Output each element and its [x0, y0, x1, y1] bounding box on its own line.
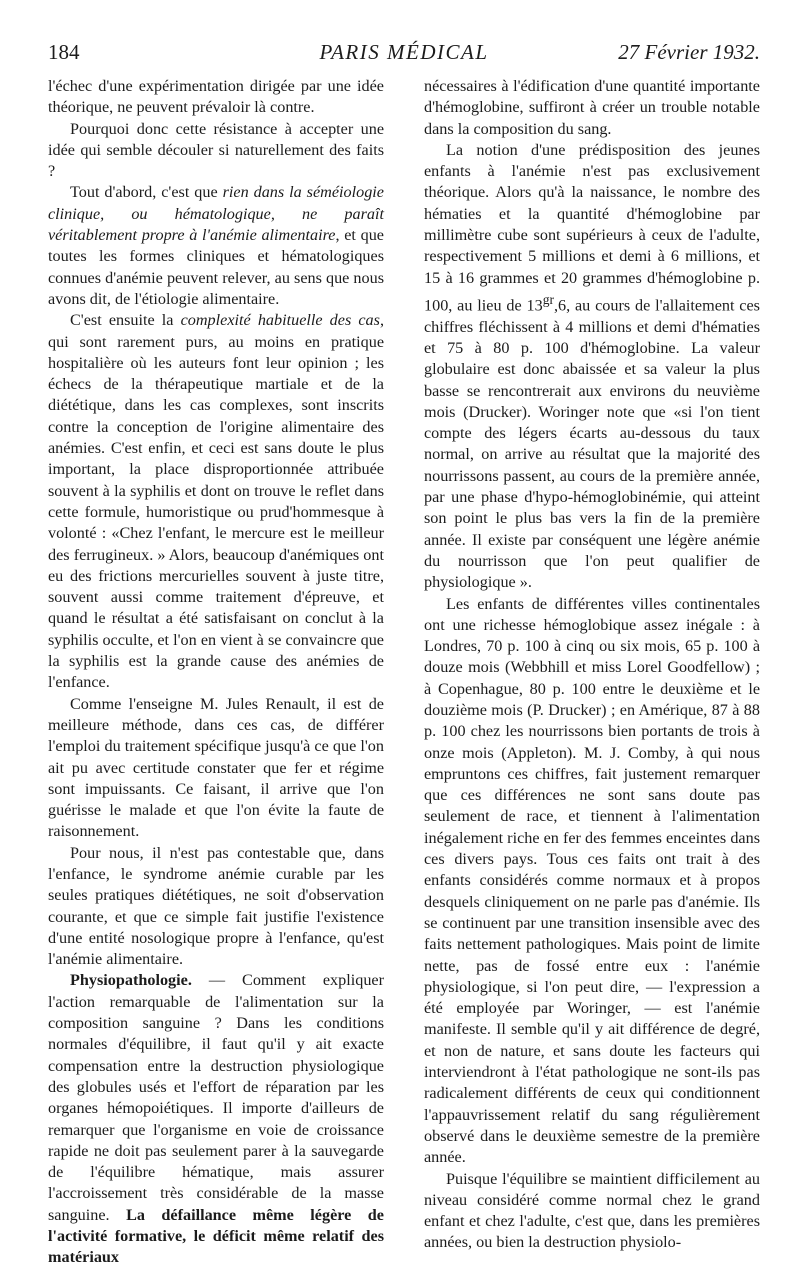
text-run: Tout d'abord, c'est que — [70, 183, 223, 202]
paragraph: nécessaires à l'édification d'une quantité importante d'hémoglobine, suffiront à créer un trouble notable dans la composition du sang. — [424, 77, 760, 138]
paragraph: Les enfants de différentes villes continentales ont une richesse hémoglobique assez inégale : à Londres, 70 p. 100 à cinq ou six mois, 65 p. 100 à douze mois (Webbhill et miss Lorel Goodfellow) ; à Copenhague, 80 p. 100 entre le deuxième et le douzième mois (P. Drucker) ; en Amérique, 87 à 88 p. 100 chez les nourrissons bien portants de trois à onze mois (Appleton). M. J. Comby, à qui nous empruntons ces chiffres, fait justement remarquer que ces différences ne sont sans doute pas seulement de race, et tiennent à l'alimentation inégalement riche en fer des femmes enceintes dans ces divers pays. Tous ces faits ont trait à des enfants considérés comme normaux et à propos desquels cliniquement on ne parle pas d'anémie. Ils se continuent par une transition insensible avec des faits nettement pathologiques. Mais point de limite nette, pas de fossé entre eux : l'anémie physiologique, si l'on peut dire, — l'expression a été employée par Woringer, — est l'anémie manifeste. Il semble qu'il y ait différence de degré, et non de nature, et sans doute les facteurs qui interviendront à l'état pathologique ne sont-ils pas radicalement différents de ceux qui conditionnent l'appauvrissement relatif du sang régulièrement observé dans le deuxième semestre de la première année. — [424, 594, 760, 1167]
text-run: , qui sont rarement purs, au moins en pratique hospitalière où les auteurs font leur opinion ; les échecs de la thérapeutique martiale et de la diététique, dans les cas complexes, sont inscrits contre la conception de l'origine alimentaire des anémies. C'est enfin, et ceci est sans doute le plus important, la place disproportionnée attribuée souvent à la syphilis et dont on trouve le reflet dans cette formule, humoristique ou prud'hommesque à volonté : «Chez l'enfant, le mercure est le meilleur des ferrugineux. » Alors, beaucoup d'anémiques ont eu des frictions mercurielles souvent à juste titre, souvent aussi comme traitement d'épreuve, et quand le résultat a été satisfaisant on conclut à la syphilis occulte, et l'on en vient à se convaincre que la syphilis est la grande cause des anémies de l'enfance. — [48, 311, 384, 692]
paragraph — [48, 182, 384, 310]
italic-text: rien dans la séméiologie clinique, ou hématologique, ne paraît véritablement propre à l'anémie alimentaire — [48, 183, 384, 245]
superscript: gr — [542, 291, 554, 307]
left-column — [48, 76, 384, 1269]
section-heading: Physiopathologie. — [70, 971, 192, 990]
bold-text: La défaillance même légère de l'activité formative, le déficit même relatif des matériaux — [48, 1205, 384, 1267]
text-run: ,6, au cours de l'allaitement ces chiffres fléchissent à 4 millions et demi d'hématies et 75 à 80 p. 100 d'hémoglobine. La valeur globulaire est donc abaissée et sa valeur la plus basse se rencontrerait aux environs du neuvième mois (Drucker). Woringer note que «si l'on tient compte des légers écarts au-dessous du taux normal, on arrive au résultat que la majorité des nourrissons passent, au cours de la première année, par une phase d'hypo-hémoglobinémie, qui atteint son point le plus bas vers la fin de la première année. Il existe par conséquent une légère anémie du nourrisson que l'on peut qualifier de physiologique ». — [424, 296, 760, 592]
paragraph — [48, 970, 384, 1268]
italic-text: complexité habituelle des cas — [180, 311, 380, 330]
right-column — [424, 76, 760, 1254]
running-header — [48, 40, 760, 74]
paragraph: Comme l'enseigne M. Jules Renault, il est de meilleure méthode, dans ces cas, de différer l'emploi du traitement spécifique jusqu'à ce que l'on ait pu avec certitude constater que fer et régime sont impuissants. Ce faisant, il arrive que l'on guérisse le malade et que l'on évite la faute de raisonnement. — [48, 694, 384, 841]
text-run: La notion d'une prédisposition des jeunes enfants à l'anémie n'est pas exclusivement théorique. Alors qu'à la naissance, le nombre des hématies et la quantité d'hémoglobine par millimètre cube sont supérieurs à ceux de l'adulte, respectivement 5 millions et demi à 6 millions, et 15 à 16 grammes et 20 grammes d'hémoglobine p. 100, au lieu de 13 — [424, 140, 760, 315]
issue-date: 27 Février 1932. — [618, 40, 760, 64]
paragraph: Pour nous, il n'est pas contestable que, dans l'enfance, le syndrome anémie curable par les seules pratiques diététiques, ne soit d'observation courante, et que ce simple fait justifie l'existence d'une entité nosologique propre à l'enfance, qu'est l'anémie alimentaire. — [48, 843, 384, 969]
page-number: 184 — [48, 40, 80, 64]
paragraph — [48, 310, 384, 693]
text-run: — Comment expliquer l'action remarquable de l'alimentation sur la composition sanguine ? Dans les conditions normales d'équilibre, il faut qu'il y ait exacte compensation entre la destruction physiologique des globules usés et l'effort de réparation par les organes hémopoiétiques. Il importe d'ailleurs de remarquer que l'organisme en voie de croissance rapide ne doit pas seulement parer à la sauvegarde de l'équilibre hématique, mais assurer l'accroissement très considérable de la masse sanguine. — [48, 971, 384, 1224]
paragraph: Puisque l'équilibre se maintient difficilement au niveau considéré comme normal chez le grand enfant et chez l'adulte, c'est que, dans les premières années, ou bien la destruction physiolo- — [424, 1169, 760, 1252]
journal-title: PARIS MÉDICAL — [319, 40, 489, 64]
paragraph — [424, 140, 760, 594]
text-run: C'est ensuite la — [70, 311, 181, 330]
text-run: , et que toutes les formes cliniques et hématologiques connues d'anémie peuvent relever, au sens que nous avons dit, de l'étiologie alimentaire. — [48, 226, 384, 308]
paragraph: l'échec d'une expérimentation dirigée par une idée théorique, ne peuvent prévaloir là contre. — [48, 77, 384, 117]
paragraph: Pourquoi donc cette résistance à accepter une idée qui semble découler si naturellement des faits ? — [48, 119, 384, 181]
